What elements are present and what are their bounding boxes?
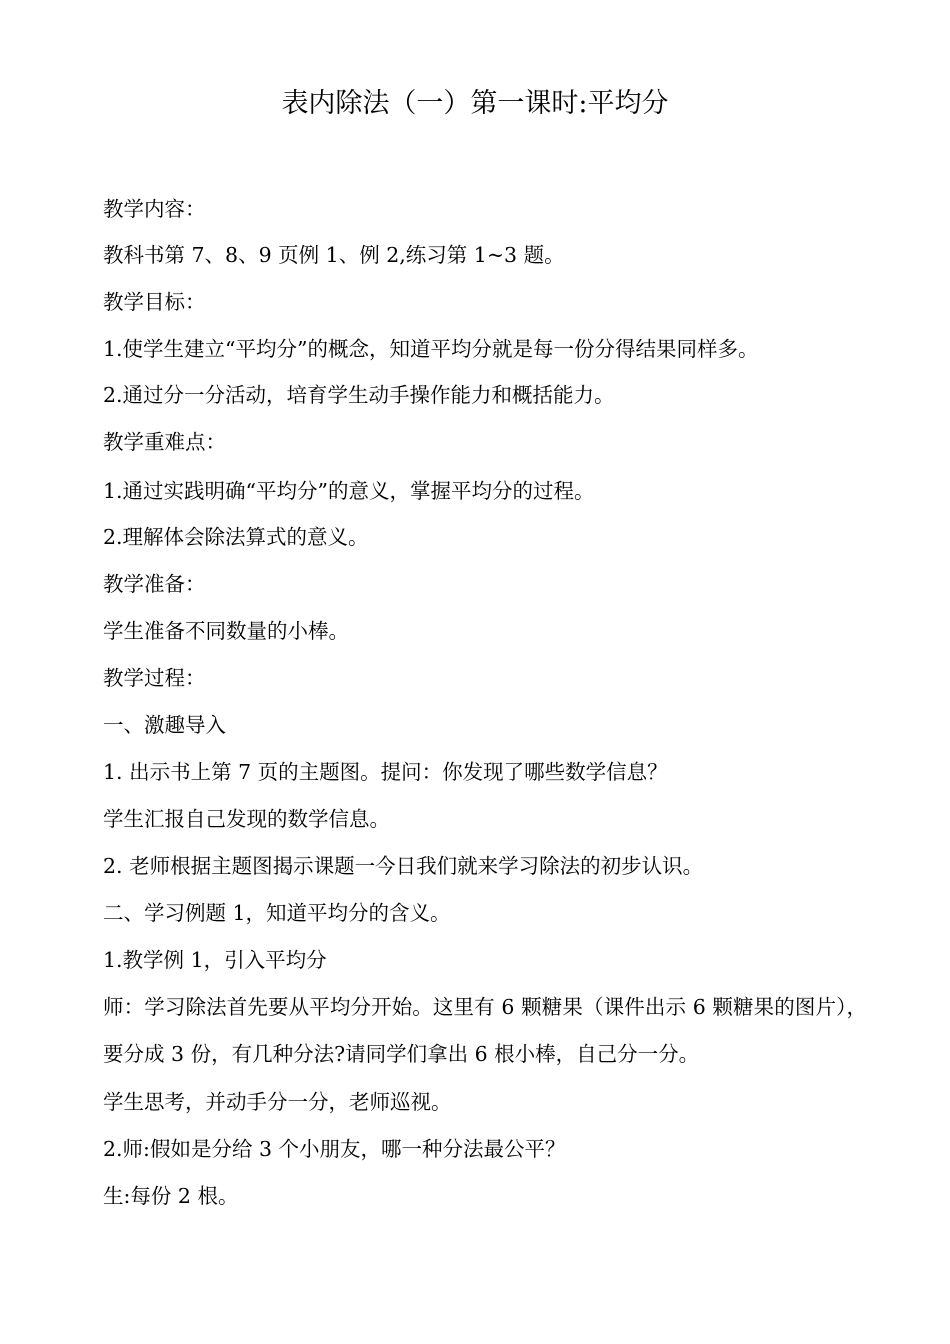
goal-item-2: 2.通过分一分活动，培育学生动手操作能力和概括能力。: [103, 383, 615, 407]
teacher-paragraph: 师：学习除法首先要从平均分开始。这里有 6 颗糖果（课件出示 6 颗糖果的图片），要分成 3 份，有几种分法?请同学们拿出 6 根小棒，自己分一分。: [103, 995, 867, 1066]
teacher-question: 2.师:假如是分给 3 个小朋友，哪一种分法最公平？: [103, 1137, 566, 1161]
document-title: 表内除法（一）第一课时:平均分: [281, 88, 669, 119]
process-step-1: 1. 出示书上第 7 页的主题图。提问：你发现了哪些数学信息？: [103, 760, 668, 784]
text-student-activity: 学生思考，并动手分一分，老师巡视。: [103, 1090, 452, 1114]
heading-key-difficulties: 教学重难点：: [103, 430, 226, 454]
goal-item-1: 1.使学生建立“平均分”的概念，知道平均分就是每一份分得结果同样多。: [103, 337, 759, 361]
section-heading-1: 一、激趣导入: [103, 713, 226, 737]
student-answer: 生:每份 2 根。: [103, 1184, 239, 1208]
subsection-example-1: 1.教学例 1，引入平均分: [103, 948, 327, 972]
heading-teaching-content: 教学内容：: [103, 197, 206, 221]
text-preparation: 学生准备不同数量的小棒。: [103, 619, 349, 643]
heading-process: 教学过程：: [103, 666, 206, 690]
section-heading-2: 二、学习例题 1，知道平均分的含义。: [103, 901, 451, 925]
difficulty-item-2: 2.理解体会除法算式的意义。: [103, 525, 369, 549]
difficulty-item-1: 1.通过实践明确“平均分”的意义，掌握平均分的过程。: [103, 479, 595, 503]
text-student-report: 学生汇报自己发现的数学信息。: [103, 807, 390, 831]
text-textbook-pages: 教科书第 7、8、9 页例 1、例 2,练习第 1~3 题。: [103, 243, 565, 267]
heading-preparation: 教学准备：: [103, 572, 206, 596]
process-step-2: 2. 老师根据主题图揭示课题一今日我们就来学习除法的初步认识。: [103, 854, 704, 878]
heading-teaching-goals: 教学目标：: [103, 290, 206, 314]
